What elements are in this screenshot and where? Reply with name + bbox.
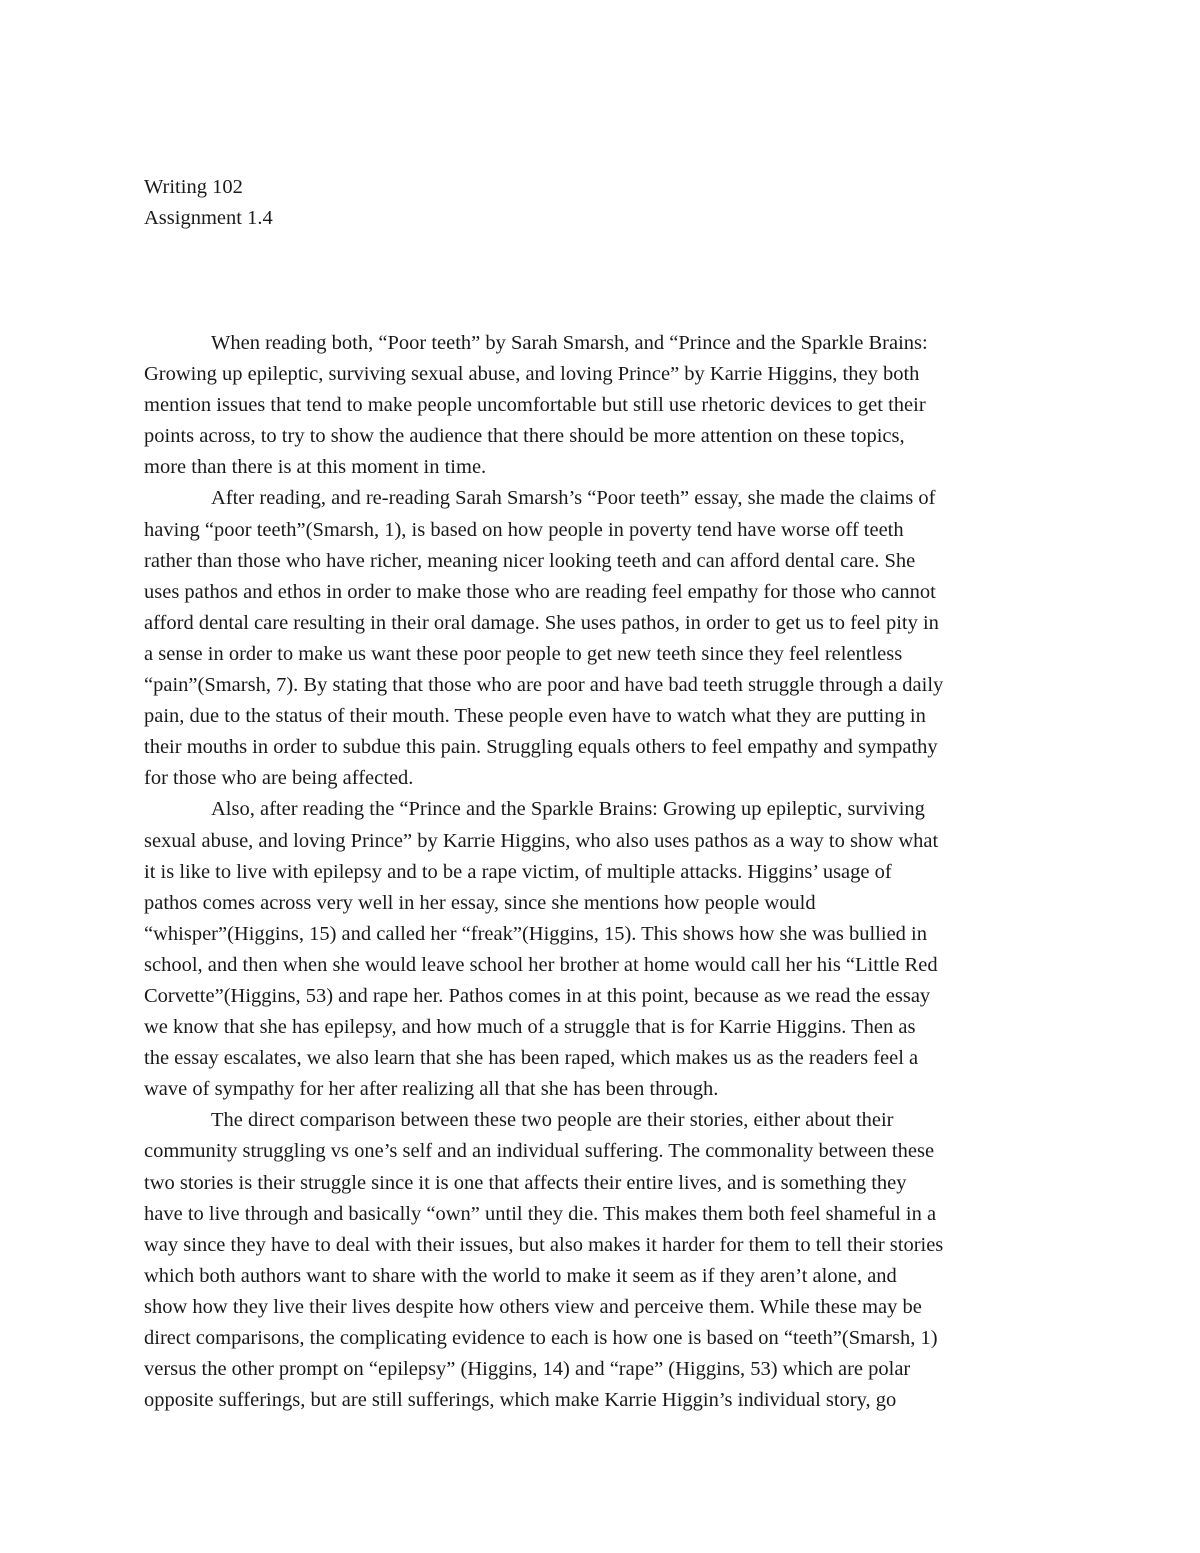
paragraph-line: having “poor teeth”(Smarsh, 1), is based on how people in poverty tend have worse off teeth (144, 518, 904, 541)
paragraph-line: more than there is at this moment in time. (144, 456, 487, 479)
paragraph-line: Growing up epileptic, surviving sexual abuse, and loving Prince” by Karrie Higgins, they both (144, 363, 920, 386)
paragraph-first-line: Also, after reading the “Prince and the Sparkle Brains: Growing up epileptic, surviving (211, 798, 925, 821)
paragraph-line: pain, due to the status of their mouth. These people even have to watch what they are putting in (144, 705, 926, 728)
paragraph-first-line: The direct comparison between these two people are their stories, either about their (211, 1109, 894, 1132)
paragraph-line: the essay escalates, we also learn that she has been raped, which makes us as the readers feel a (144, 1047, 919, 1070)
paragraph-line: Corvette”(Higgins, 53) and rape her. Pathos comes in at this point, because as we read the essay (144, 984, 931, 1007)
paragraph-line: opposite sufferings, but are still sufferings, which make Karrie Higgin’s individual story, go (144, 1389, 897, 1412)
paragraph-line: “pain”(Smarsh, 7). By stating that those who are poor and have bad teeth struggle through a daily (144, 674, 944, 697)
paragraph-line: two stories is their struggle since it is one that affects their entire lives, and is something they (144, 1171, 907, 1194)
paragraph-line: afford dental care resulting in their oral damage. She uses pathos, in order to get us to feel pity in (144, 611, 939, 634)
paragraph-line: sexual abuse, and loving Prince” by Karrie Higgins, who also uses pathos as a way to show what (144, 829, 939, 852)
paragraph-line: which both authors want to share with the world to make it seem as if they aren’t alone, and (144, 1264, 897, 1287)
paragraph-line: uses pathos and ethos in order to make those who are reading feel empathy for those who cannot (144, 580, 936, 603)
paragraph-line: way since they have to deal with their issues, but also makes it harder for them to tell their stories (144, 1233, 944, 1256)
paragraph-line: we know that she has epilepsy, and how much of a struggle that is for Karrie Higgins. Then as (144, 1016, 916, 1039)
essay-body (144, 328, 1064, 1416)
paragraph-line: community struggling vs one’s self and an individual suffering. The commonality between these (144, 1140, 935, 1163)
paragraph-line: their mouths in order to subdue this pain. Struggling equals others to feel empathy and sympathy (144, 736, 938, 759)
assignment-title: Assignment 1.4 (144, 207, 273, 229)
paragraph-line: have to live through and basically “own” until they die. This makes them both feel shameful in a (144, 1202, 937, 1225)
paragraph-line: pathos comes across very well in her essay, since she mentions how people would (144, 891, 816, 914)
paragraph-first-line: When reading both, “Poor teeth” by Sarah Smarsh, and “Prince and the Sparkle Brains: (211, 332, 928, 354)
course-title: Writing 102 (144, 176, 243, 198)
paragraph-line: for those who are being affected. (144, 767, 414, 790)
paragraph-line: school, and then when she would leave school her brother at home would call her his “Little Red (144, 953, 938, 976)
paragraph-first-line: After reading, and re-reading Sarah Smarsh’s “Poor teeth” essay, she made the claims of (211, 487, 936, 510)
paragraph-line: it is like to live with epilepsy and to be a rape victim, of multiple attacks. Higgins’ usage of (144, 860, 892, 883)
paragraph-line: a sense in order to make us want these poor people to get new teeth since they feel relentless (144, 642, 903, 665)
paragraph-line: show how they live their lives despite how others view and perceive them. While these may be (144, 1295, 922, 1318)
paragraph-line: “whisper”(Higgins, 15) and called her “freak”(Higgins, 15). This shows how she was bullied in (144, 922, 927, 945)
paragraph-line: wave of sympathy for her after realizing all that she has been through. (144, 1078, 719, 1101)
paragraph-line: rather than those who have richer, meaning nicer looking teeth and can afford dental care. She (144, 549, 916, 572)
document-header (144, 172, 273, 234)
paragraph-line: versus the other prompt on “epilepsy” (Higgins, 14) and “rape” (Higgins, 53) which are polar (144, 1358, 911, 1381)
paragraph-line: direct comparisons, the complicating evidence to each is how one is based on “teeth”(Smarsh, 1) (144, 1327, 938, 1349)
paragraph-line: points across, to try to show the audience that there should be more attention on these topics, (144, 425, 905, 448)
paragraph-line: mention issues that tend to make people uncomfortable but still use rhetoric devices to get their (144, 394, 926, 417)
